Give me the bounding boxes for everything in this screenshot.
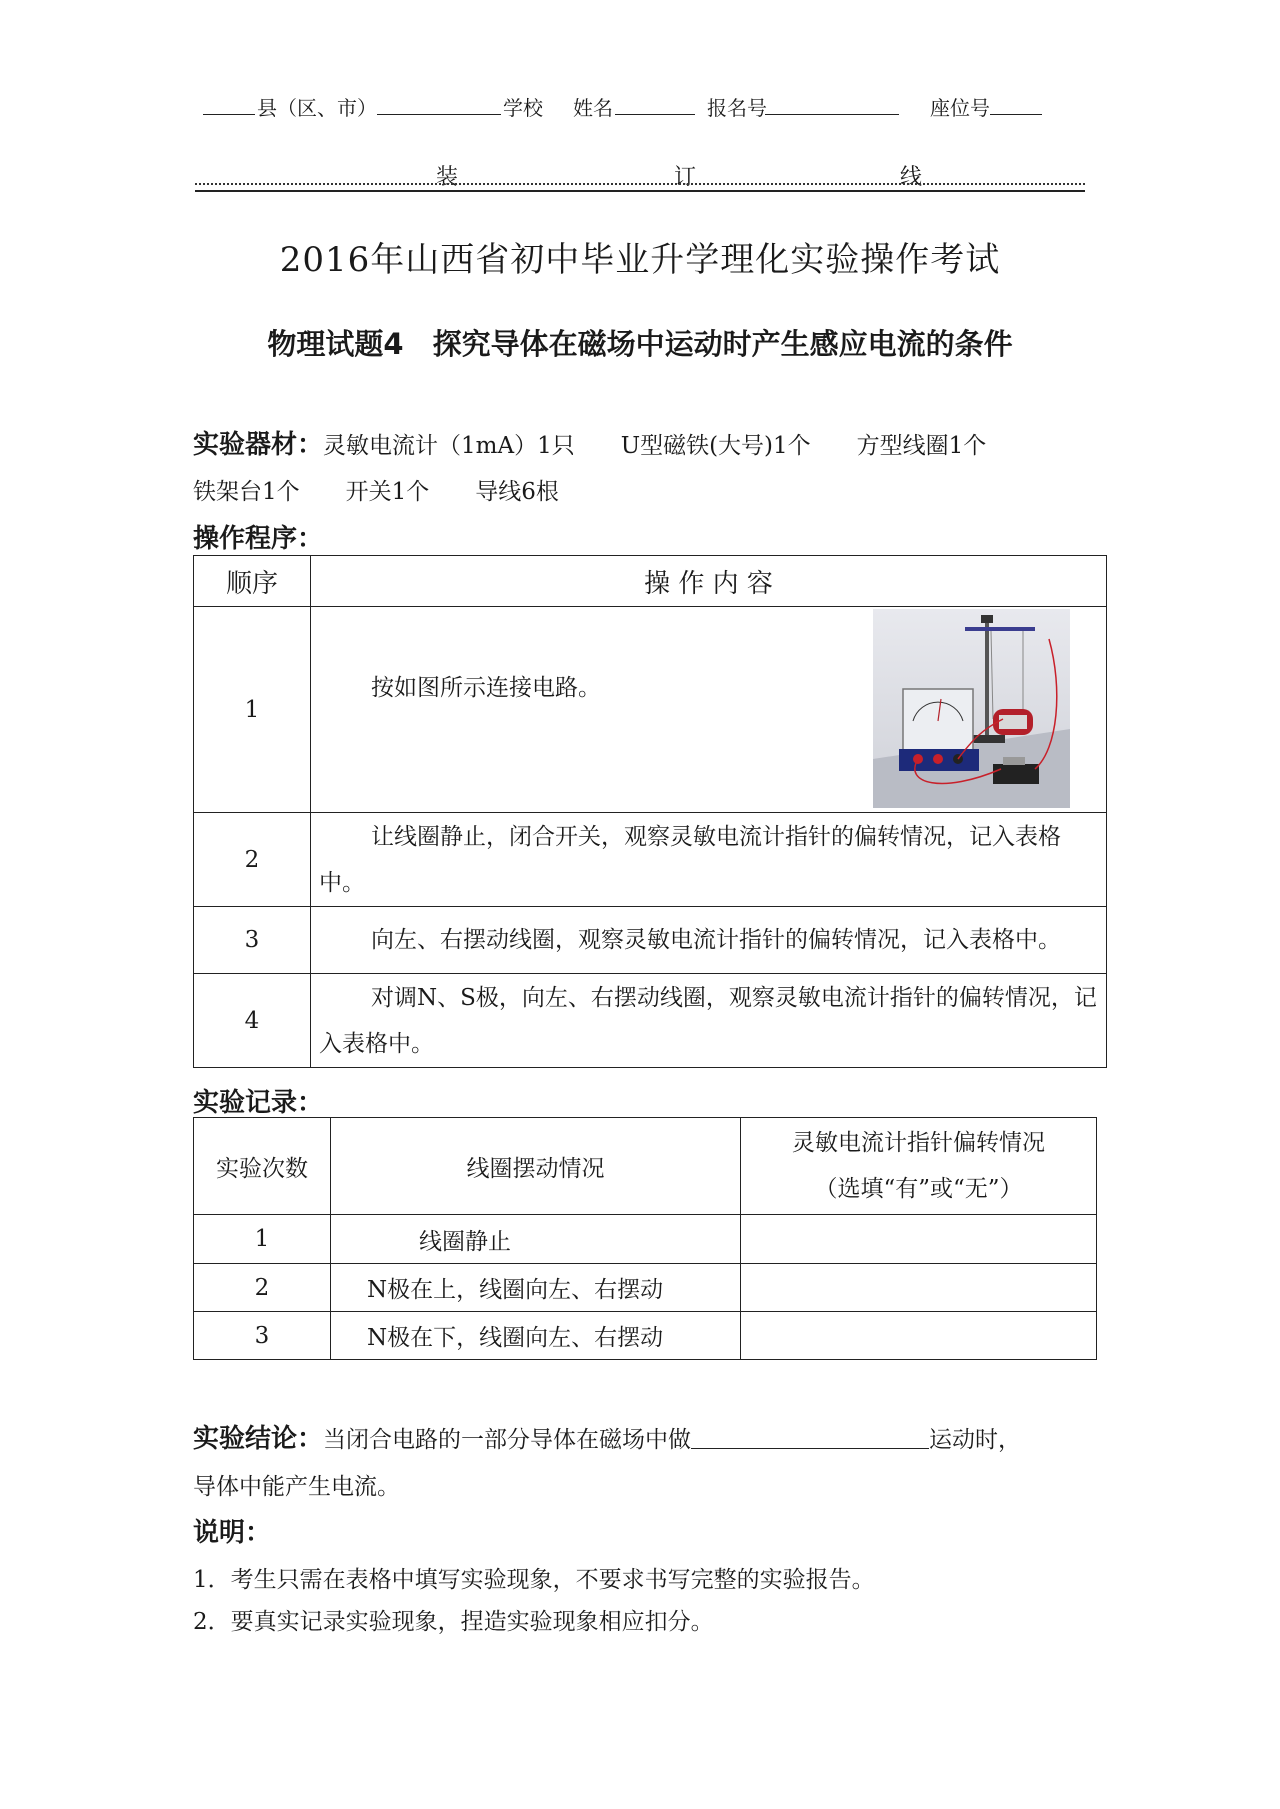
notes-label: 说明： (193, 1518, 272, 1548)
record-deflection-cell[interactable] (741, 1312, 1097, 1360)
table-row (194, 1264, 1097, 1312)
col-header-deflection-line1: 灵敏电流计指针偏转情况 (792, 1130, 1045, 1156)
step-content (311, 813, 1107, 907)
binding-solid-line (195, 190, 1085, 192)
apparatus-photo (873, 609, 1070, 808)
record-table (193, 1117, 1097, 1360)
name-blank[interactable] (615, 114, 695, 115)
col-header-count: 实验次数 (194, 1118, 331, 1215)
conclusion-text-before: 当闭合电路的一部分导体在磁场中做 (323, 1427, 692, 1453)
step-number: 1 (194, 607, 311, 813)
name-label: 姓名 (573, 96, 613, 120)
page-subtitle: 物理试题4 探究导体在磁场中运动时产生感应电流的条件 (267, 327, 1013, 361)
student-info-line (195, 92, 1100, 122)
step-number: 4 (194, 974, 311, 1068)
county-blank[interactable] (203, 114, 255, 115)
record-deflection-cell[interactable] (741, 1264, 1097, 1312)
binding-char-2: 订 (674, 165, 697, 190)
seat-no-blank[interactable] (990, 114, 1042, 115)
step-text: 向左、右摆动线圈，观察灵敏电流计指针的偏转情况，记入表格中。 (371, 927, 1061, 953)
table-row (194, 813, 1107, 907)
step-text: 让线圈静止，闭合开关，观察灵敏电流计指针的偏转情况，记入表格中。 (319, 823, 1061, 896)
col-header-deflection (741, 1118, 1097, 1215)
col-header-order: 顺序 (194, 556, 311, 607)
conclusion-text-after: 运动时， (929, 1427, 1022, 1453)
step-content (311, 907, 1107, 974)
reg-no-label: 报名号 (707, 96, 767, 120)
materials-text-1: 灵敏电流计（1mA）1只 U型磁铁(大号)1个 方型线圈1个 (323, 433, 987, 459)
record-motion: N极在上，线圈向左、右摆动 (331, 1264, 741, 1312)
materials-line-1 (193, 424, 986, 461)
record-motion: N极在下，线圈向左、右摆动 (331, 1312, 741, 1360)
binding-char-1: 装 (436, 165, 459, 190)
table-header-row (194, 556, 1107, 607)
conclusion-blank[interactable] (691, 1426, 929, 1449)
seat-no-label: 座位号 (930, 96, 990, 120)
school-blank[interactable] (377, 114, 501, 115)
step-number: 3 (194, 907, 311, 974)
record-count: 2 (194, 1264, 331, 1312)
record-count: 3 (194, 1312, 331, 1360)
reg-no-blank[interactable] (765, 114, 899, 115)
note-item: 2．要真实记录实验现象，捏造实验现象相应扣分。 (193, 1609, 714, 1635)
step-number: 2 (194, 813, 311, 907)
record-deflection-cell[interactable] (741, 1215, 1097, 1264)
conclusion-label: 实验结论： (193, 1424, 324, 1454)
binding-char-3: 线 (900, 165, 923, 190)
col-header-content: 操 作 内 容 (311, 556, 1107, 607)
conclusion-line-1 (193, 1418, 1021, 1455)
col-header-motion: 线圈摆动情况 (331, 1118, 741, 1215)
note-item: 1．考生只需在表格中填写实验现象，不要求书写完整的实验报告。 (193, 1567, 875, 1593)
record-motion: 线圈静止 (331, 1215, 741, 1264)
table-row (194, 1312, 1097, 1360)
col-header-deflection-line2: （选填“有”或“无”） (814, 1176, 1023, 1202)
materials-line-2: 铁架台1个 开关1个 导线6根 (193, 479, 559, 505)
binding-dotted-line (195, 183, 1085, 185)
conclusion-line-2: 导体中能产生电流。 (193, 1474, 400, 1500)
step-text: 对调N、S极，向左、右摆动线圈，观察灵敏电流计指针的偏转情况，记入表格中。 (319, 984, 1097, 1057)
table-row (194, 974, 1107, 1068)
school-label: 学校 (503, 96, 543, 120)
materials-label: 实验器材： (193, 430, 324, 460)
county-label: 县（区、市） (257, 96, 377, 120)
procedure-label: 操作程序： (193, 524, 324, 554)
step-content (311, 974, 1107, 1068)
table-row (194, 907, 1107, 974)
table-header-row (194, 1118, 1097, 1215)
step-text: 按如图所示连接电路。 (371, 675, 601, 701)
page-title: 2016年山西省初中毕业升学理化实验操作考试 (279, 240, 1001, 280)
record-count: 1 (194, 1215, 331, 1264)
record-label: 实验记录： (193, 1088, 324, 1118)
table-row (194, 1215, 1097, 1264)
